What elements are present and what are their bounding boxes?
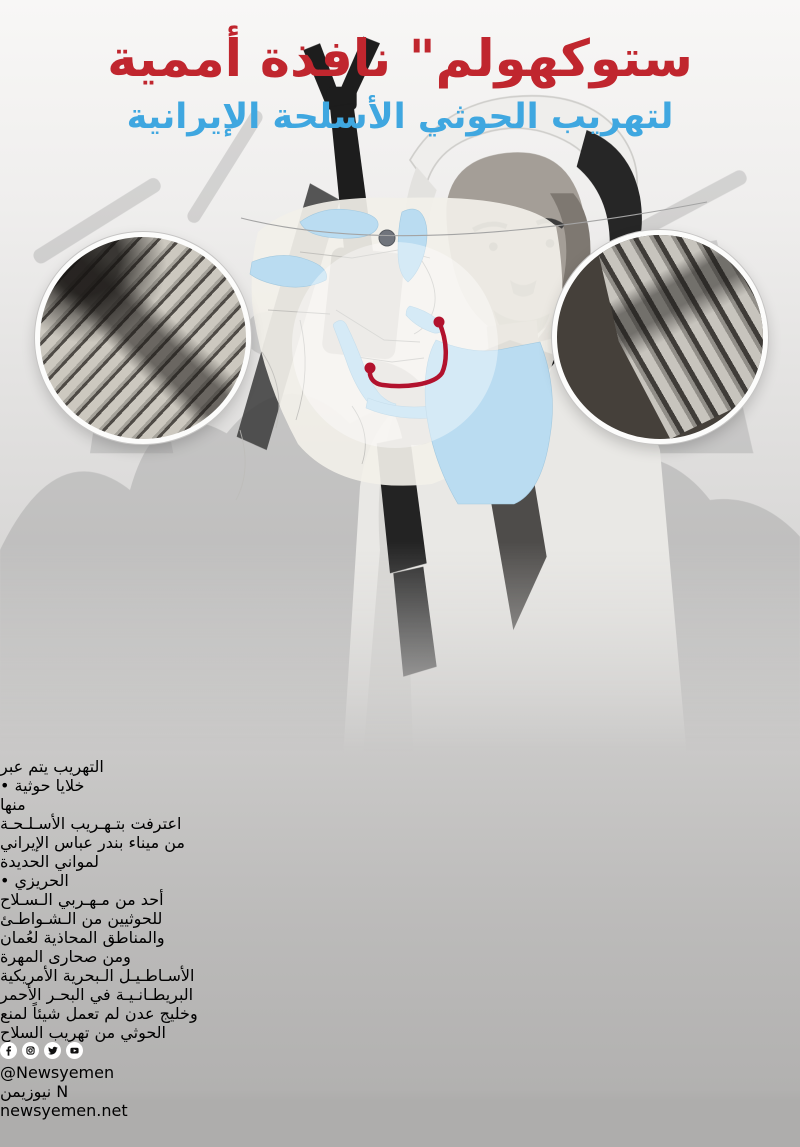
youtube-icon [66, 1044, 83, 1063]
paragraph-harizi: أحد من مـهـربي الـسـلاح للحوثيين من الـشـواطـئ والمناطق المحاذية لعُمان ومن صحارى المهرة [0, 890, 165, 967]
social-icons [0, 1042, 800, 1063]
logo-arabic-text: نيوزيمن [0, 1082, 52, 1102]
list-item-harizi: • الحريزي [0, 871, 69, 891]
section-heading: التهريب يتم عبر [0, 757, 104, 777]
website-url: newsyemen.net [0, 1101, 128, 1121]
logo-n-mark: N [56, 1082, 69, 1102]
newsyemen-logo [0, 1082, 800, 1101]
social-handle: @Newsyemen [0, 1063, 115, 1083]
paragraph-houthi-cells: اعترفت بتـهـريب الأسـلـحـة من ميناء بندر عباس الإيراني لمواني الحديدة [0, 814, 185, 872]
weapons-photo-left [35, 232, 251, 444]
instagram-icon [22, 1044, 39, 1063]
twitter-icon [44, 1044, 61, 1063]
weapons-photo-right [552, 230, 768, 444]
subtitle: لتهريب الحوثي الأسلحة الإيرانية [126, 97, 674, 138]
paragraph-navy-note: الأسـاطـيـل الـبحرية الأمريكية البريطـانـيـة في البحـر الأحمر وخليج عدن لم تعمل شيئاً لمنع الحوثي من تهريب السلاح [0, 966, 198, 1043]
bullet: • [0, 871, 10, 891]
sub-label-minha: منها [0, 795, 26, 815]
facebook-icon [0, 1044, 17, 1063]
main-title: ستوكهولم" نافذة أممية [107, 30, 693, 89]
title-block [0, 26, 800, 141]
list-item-houthi-cells: • خلايا حوثية [0, 776, 85, 796]
bullet: • [0, 776, 10, 796]
